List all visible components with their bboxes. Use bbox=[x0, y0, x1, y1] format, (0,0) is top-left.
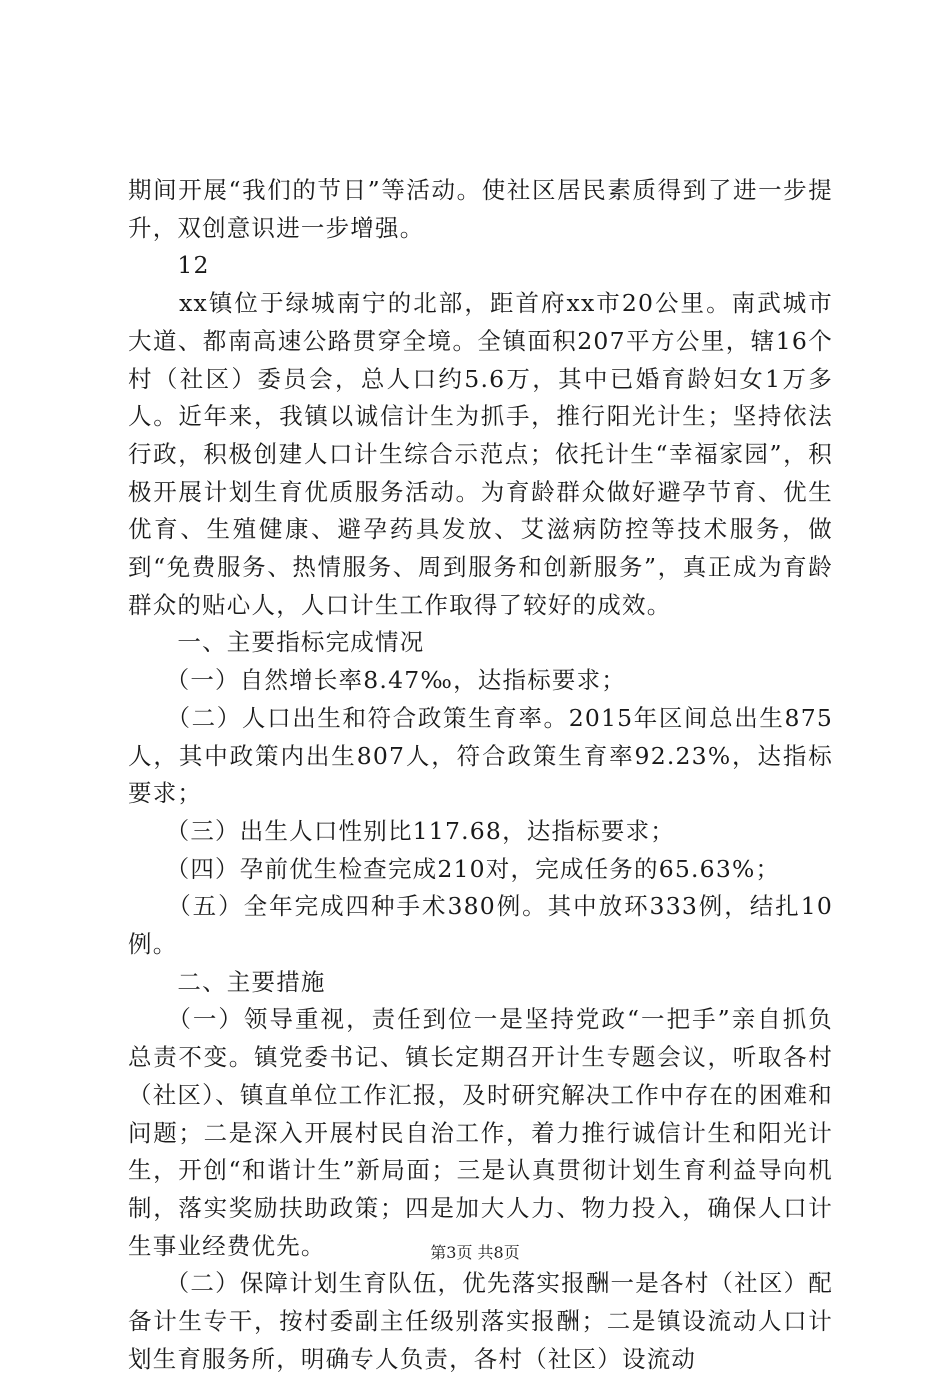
paragraph-intro: xx镇位于绿城南宁的北部，距首府xx市20公里。南武城市大道、都南高速公路贯穿全境。全镇面积207平方公里，辖16个村（社区）委员会，总人口约5.6万，其中已婚育龄妇女1万多人。近年来，我镇以诚信计生为抓手，推行阳光计生；坚持依法行政，积极创建人口计生综合示范点；依托计生“幸福家园”，积极开展计划生育优质服务活动。为育龄群众做好避孕节育、优生优育、生殖健康、避孕药具发放、艾滋病防控等技术服务，做到“免费服务、热情服务、周到服务和创新服务”，真正成为育龄群众的贴心人，人口计生工作取得了较好的成效。 bbox=[128, 289, 833, 619]
measure-item-2: （二）保障计划生育队伍，优先落实报酬一是各村（社区）配备计生专干，按村委副主任级别落实报酬；二是镇设流动人口计划生育服务所，明确专人负责，各村（社区）设流动 bbox=[128, 1269, 833, 1373]
page-footer: 第3页 共8页 bbox=[430, 1243, 520, 1262]
section-heading-measures: 二、主要措施 bbox=[128, 967, 326, 996]
indicator-item-4: （四）孕前优生检查完成210对，完成任务的65.63%； bbox=[128, 854, 781, 883]
section-heading-indicators: 一、主要指标完成情况 bbox=[128, 628, 425, 657]
document-body bbox=[128, 172, 833, 1379]
paragraph-number: 12 bbox=[128, 251, 210, 280]
measure-item-1: （一）领导重视，责任到位一是坚持党政“一把手”亲自抓负总责不变。镇党委书记、镇长定期召开计生专题会议，听取各村（社区）、镇直单位工作汇报，及时研究解决工作中存在的困难和问题；二是深入开展村民自治工作，着力推行诚信计生和阳光计生，开创“和谐计生”新局面；三是认真贯彻计划生育利益导向机制，落实奖励扶助政策；四是加大人力、物力投入，确保人口计生事业经费优先。 bbox=[128, 1005, 833, 1260]
indicator-item-3: （三）出生人口性别比117.68，达指标要求； bbox=[128, 816, 675, 845]
indicator-item-2: （二）人口出生和符合政策生育率。2015年区间总出生875人，其中政策内出生807人，符合政策生育率92.23%，达指标要求； bbox=[128, 703, 833, 808]
paragraph-continuation: 期间开展“我们的节日”等活动。使社区居民素质得到了进一步提升，双创意识进一步增强。 bbox=[128, 176, 833, 242]
indicator-item-1: （一）自然增长率8.47‰，达指标要求； bbox=[128, 666, 627, 695]
indicator-item-5: （五）全年完成四种手术380例。其中放环333例，结扎10例。 bbox=[128, 892, 833, 959]
